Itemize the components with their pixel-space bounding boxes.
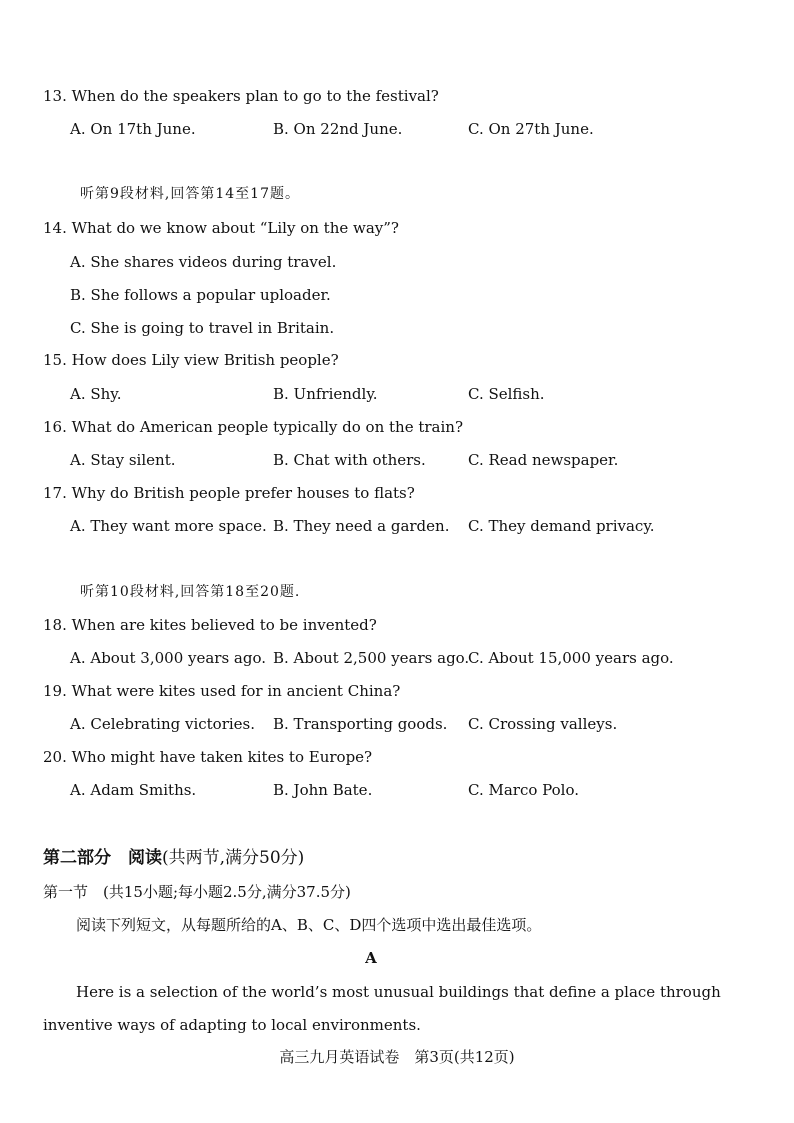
option-a: A. Shy. <box>70 385 122 403</box>
question-16: 16. What do American people typically do on the train? <box>43 418 463 436</box>
option-c: C. On 27th June. <box>468 120 594 138</box>
listening-instruction-10: 听第10段材料,回答第18至20题. <box>80 584 301 600</box>
option-b: B. John Bate. <box>273 781 373 799</box>
option-a: A. About 3,000 years ago. <box>70 649 267 667</box>
option-b: B. Chat with others. <box>273 451 426 469</box>
option-a: A. They want more space. <box>70 517 267 535</box>
passage-paragraph-line-2: inventive ways of adapting to local environments. <box>43 1016 421 1034</box>
option-c: C. Marco Polo. <box>468 781 579 799</box>
section-one-heading: 第一节 (共15小题;每小题2.5分,满分37.5分) <box>43 883 351 901</box>
question-17-options <box>70 516 770 536</box>
option-c: C. She is going to travel in Britain. <box>70 319 335 337</box>
passage-label: A <box>365 949 377 967</box>
question-14: 14. What do we know about “Lily on the way”? <box>43 219 399 237</box>
option-c: C. About 15,000 years ago. <box>468 649 674 667</box>
page-footer: 高三九月英语试卷 第3页(共12页) <box>279 1048 515 1066</box>
option-c: C. They demand privacy. <box>468 517 655 535</box>
option-c: C. Read newspaper. <box>468 451 619 469</box>
question-18: 18. When are kites believed to be invented? <box>43 616 377 634</box>
question-13-options <box>70 119 770 139</box>
option-b: B. Unfriendly. <box>273 385 378 403</box>
option-a: A. On 17th June. <box>70 120 196 138</box>
option-b: B. They need a garden. <box>273 517 450 535</box>
question-19: 19. What were kites used for in ancient China? <box>43 682 401 700</box>
option-b: B. She follows a popular uploader. <box>70 286 331 304</box>
passage-paragraph-line-1: Here is a selection of the world’s most unusual buildings that define a place through <box>76 983 721 1001</box>
question-18-options <box>70 648 770 668</box>
question-16-options <box>70 450 770 470</box>
option-a: A. She shares videos during travel. <box>70 253 337 271</box>
question-19-options <box>70 714 770 734</box>
question-20: 20. Who might have taken kites to Europe? <box>43 748 373 766</box>
option-a: A. Stay silent. <box>70 451 176 469</box>
option-c: C. Crossing valleys. <box>468 715 618 733</box>
option-b: B. Transporting goods. <box>273 715 448 733</box>
reading-directions: 阅读下列短文，从每题所给的A、B、C、D四个选项中选出最佳选项。 <box>76 916 542 934</box>
part-two-heading <box>43 848 304 868</box>
option-b: B. About 2,500 years ago. <box>273 649 470 667</box>
question-15-options <box>70 384 770 404</box>
option-b: B. On 22nd June. <box>273 120 403 138</box>
option-c: C. Selfish. <box>468 385 545 403</box>
option-a: A. Adam Smiths. <box>70 781 197 799</box>
question-20-options <box>70 780 770 800</box>
question-15: 15. How does Lily view British people? <box>43 351 339 369</box>
part-two-score: (共两节,满分50分) <box>162 848 305 868</box>
question-17: 17. Why do British people prefer houses to flats? <box>43 484 415 502</box>
question-13: 13. When do the speakers plan to go to the festival? <box>43 87 439 105</box>
option-a: A. Celebrating victories. <box>70 715 256 733</box>
listening-instruction-9: 听第9段材料,回答第14至17题。 <box>80 186 300 202</box>
part-two-title: 第二部分 阅读 <box>43 848 162 868</box>
